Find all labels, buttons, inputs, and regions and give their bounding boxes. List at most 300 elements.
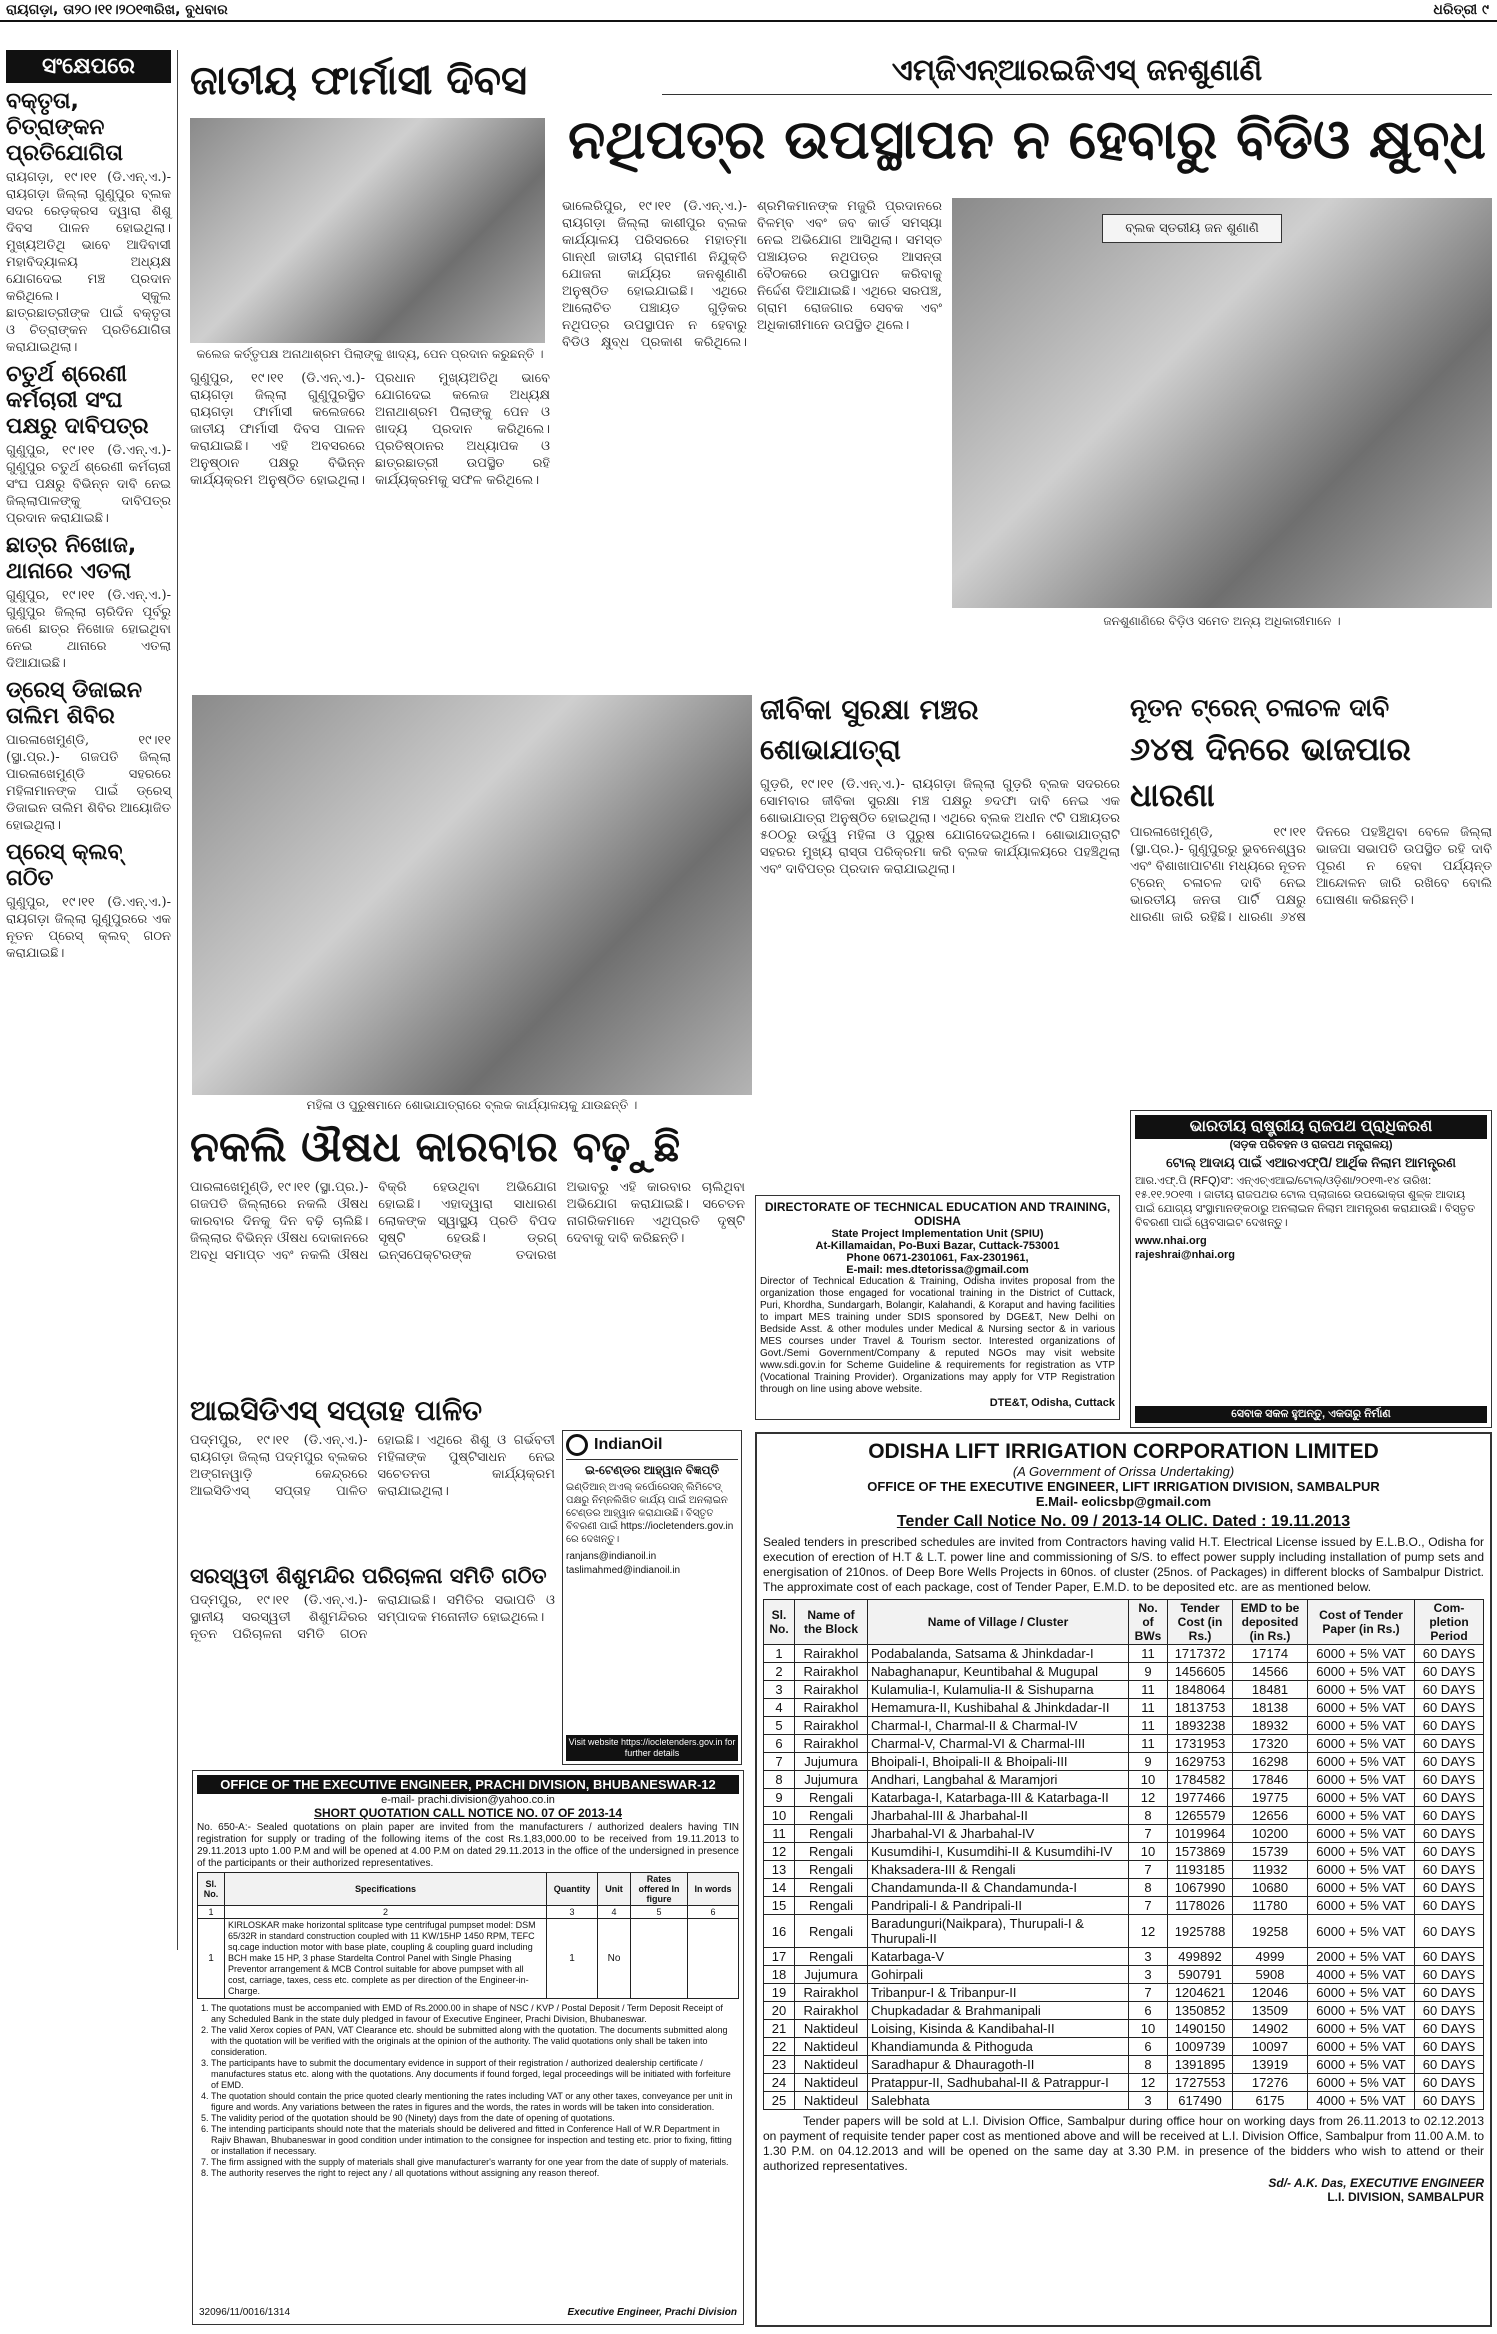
table-cell: 13509 <box>1233 2002 1308 2020</box>
table-row <box>764 2092 1484 2110</box>
table-cell: 11932 <box>1233 1861 1308 1879</box>
table-cell: 13 <box>764 1861 795 1879</box>
table-cell: Naktideul <box>795 2092 868 2110</box>
table-row <box>764 1825 1484 1843</box>
table-cell: Rengali <box>795 1825 868 1843</box>
table-cell: 1784582 <box>1168 1771 1233 1789</box>
olic-col-header: Name of the Block <box>795 1600 868 1645</box>
prachi-item-no: 1 <box>198 1919 225 1999</box>
table-cell: 60 DAYS <box>1415 2020 1484 2038</box>
table-cell: 60 DAYS <box>1415 2038 1484 2056</box>
olic-col-header: Tender Cost (in Rs.) <box>1168 1600 1233 1645</box>
indianoil-logo <box>566 1434 738 1460</box>
table-row <box>764 1843 1484 1861</box>
fake-drug-article <box>190 1115 745 1385</box>
table-cell: 60 DAYS <box>1415 1699 1484 1717</box>
table-cell: Kulamulia-I, Kulamulia-II & Sishuparna <box>868 1681 1129 1699</box>
table-cell: 4 <box>764 1699 795 1717</box>
table-cell: 11 <box>1129 1717 1168 1735</box>
olic-notice: Tender Call Notice No. 09 / 2013-14 OLIC. Dated : 19.11.2013 <box>896 1513 1351 1530</box>
table-cell: 3 <box>1129 1966 1168 1984</box>
table-cell: 10097 <box>1233 2038 1308 2056</box>
table-cell: 1490150 <box>1168 2020 1233 2038</box>
table-row <box>764 1915 1484 1948</box>
prachi-notice: SHORT QUOTATION CALL NOTICE NO. 07 OF 2013-14 <box>313 1806 623 1820</box>
table-cell: 6000 + 5% VAT <box>1308 2074 1415 2092</box>
pharmacy-photo <box>190 118 545 343</box>
table-cell: 3 <box>1129 2092 1168 2110</box>
table-cell: 60 DAYS <box>1415 2056 1484 2074</box>
train-headline: ୬୪ଷ ଦିନରେ ଭାଜପାର ଧାରଣା <box>1130 730 1411 814</box>
mgnrega-article <box>562 48 1492 688</box>
table-cell: 499892 <box>1168 1948 1233 1966</box>
table-cell: 18932 <box>1233 1717 1308 1735</box>
table-cell: 7 <box>1129 1897 1168 1915</box>
table-cell: Naktideul <box>795 2074 868 2092</box>
nhai-body: ଆର.ଏଫ୍‌.ପି (RFQ)ସଂ: ଏନ୍‌ଏଚ୍‌ଏଆଇ/ଟୋଲ୍/ଓଡ଼ିଶା/୨୦୧୩-୧୪ ତାରିଖ: ୧୫.୧୧.୨୦୧୩ । ଜାତୀୟ ରାଜପଥର ଟୋଲ ପ୍ଲାଜାରେ ଉପଭୋକ୍ତା ଶୁଳ୍କ ଆଦାୟ ପାଇଁ ଯୋଗ୍ୟ ସଂସ୍ଥାମାନଙ୍କଠାରୁ ଅନଲାଇନ ନିଲାମ ଆମନ୍ତ୍ରଣ କରାଯାଉଛି। ବିସ୍ତୃତ ବିବରଣୀ ପାଇଁ ୱେବସାଇଟ ଦେଖନ୍ତୁ। <box>1135 1175 1476 1229</box>
table-cell: Saradhapur & Dhauragoth-II <box>868 2056 1129 2074</box>
olic-tender-table <box>763 1599 1484 2110</box>
table-cell: 60 DAYS <box>1415 1897 1484 1915</box>
brief-item <box>6 678 171 834</box>
train-kicker: ନୂତନ ଟ୍ରେନ୍ ଚଳାଚଳ ଦାବି <box>1130 693 1390 722</box>
prachi-th: In words <box>688 1873 739 1906</box>
mgnrega-photo <box>952 198 1492 608</box>
table-cell: 11 <box>1129 1699 1168 1717</box>
prachi-col-index: 2 <box>225 1906 547 1919</box>
nhai-email[interactable]: rajeshrai@nhai.org <box>1135 1249 1235 1261</box>
table-cell: 6000 + 5% VAT <box>1308 1645 1415 1663</box>
table-cell: 6000 + 5% VAT <box>1308 1984 1415 2002</box>
prachi-conditions <box>211 2003 739 2179</box>
prachi-condition: 1. The quotations must be accompanied with EMD of Rs.2000.00 in shape of NSC / KVP / Postal Deposit / Term Deposit Receipt of any Scheduled Bank in the state duly pledged in favour of Executive Engineer, Prachi Division, Bhubaneswar. <box>211 2003 739 2025</box>
table-cell: 23 <box>764 2056 795 2074</box>
prachi-rate-words <box>688 1919 739 1999</box>
table-cell: 60 DAYS <box>1415 2002 1484 2020</box>
table-cell: 6000 + 5% VAT <box>1308 1717 1415 1735</box>
prachi-condition: 7. The firm assigned with the supply of materials shall give manufacturer's warranty for one year from the date of supply of materials. <box>211 2157 739 2168</box>
dte-body: Director of Technical Education & Training, Odisha invites proposal from the organization those engaged for vocational training in the District of Cuttack, Puri, Khordha, Sundargarh, Bolangir, Kalahandi, & Koraput and having facilities to impart MES training under SDIS sponsored by DGE&T, New Delhi on Bedside Asst. & other modules under Medical & Nursing sector & in various MES courses under Travel & Tourism sector. Interested organizations of Govt./Semi Government/Company & reputed NGOs may visit website www.sdi.gov.in for Scheme Guideline & requirements for registration as VTP (Vocational Training Provider). Organizations may apply for VTP Registration through on line using above website. <box>760 1276 1115 1395</box>
table-cell: 8 <box>764 1771 795 1789</box>
olic-col-header: Cost of Tender Paper (in Rs.) <box>1308 1600 1415 1645</box>
table-cell: 60 DAYS <box>1415 1984 1484 2002</box>
table-cell: 14 <box>764 1879 795 1897</box>
olic-subtitle: (A Government of Orissa Undertaking) <box>1012 1464 1235 1479</box>
table-cell: 60 DAYS <box>1415 1645 1484 1663</box>
table-cell: 10 <box>1129 2020 1168 2038</box>
table-cell: 6000 + 5% VAT <box>1308 1825 1415 1843</box>
table-cell: Naktideul <box>795 2056 868 2074</box>
prachi-reference: 32096/11/0016/1314 <box>199 2307 291 2318</box>
table-cell: 18138 <box>1233 1699 1308 1717</box>
prachi-table <box>197 1872 739 1999</box>
table-cell: 1178026 <box>1168 1897 1233 1915</box>
table-cell: 6 <box>1129 2002 1168 2020</box>
table-cell: Naktideul <box>795 2038 868 2056</box>
icds-article <box>190 1390 555 1555</box>
indianoil-body: ଇଣ୍ଡିଆନ୍ ଅଏଲ୍ କର୍ପୋରେସନ୍ ଲିମିଟେଡ୍ ପକ୍ଷରୁ ନିମ୍ନଲିଖିତ କାର୍ଯ୍ୟ ପାଇଁ ଅନଲାଇନ ଟେଣ୍ଡର ଆହ୍ୱାନ କରାଯାଉଛି। ବିସ୍ତୃତ ବିବରଣୀ ପାଇଁ https://iocletenders.gov.in ରେ ଦେଖନ୍ତୁ। <box>566 1482 734 1545</box>
table-cell: Rairakhol <box>795 1699 868 1717</box>
table-cell: 6 <box>1129 2038 1168 2056</box>
table-cell: Rairakhol <box>795 1984 868 2002</box>
table-cell: 21 <box>764 2020 795 2038</box>
nhai-advertisement <box>1130 1110 1492 1428</box>
table-row <box>764 2074 1484 2092</box>
table-cell: 1067990 <box>1168 1879 1233 1897</box>
prachi-col-index: 6 <box>688 1906 739 1919</box>
brief-heading: ଛାତ୍ର ନିଖୋଜ, ଥାନାରେ ଏତଲା <box>6 533 137 584</box>
table-cell: 1265579 <box>1168 1807 1233 1825</box>
brief-heading: ଡ୍ରେସ୍ ଡିଜାଇନ ତାଲିମ ଶିବିର <box>6 678 142 729</box>
table-cell: Hemamura-II, Kushibahal & Jhinkdadar-II <box>868 1699 1129 1717</box>
table-cell: 60 DAYS <box>1415 1771 1484 1789</box>
header-dateline: ରାୟଗଡ଼ା, ତା୨୦।୧୧।୨୦୧୩ରିଖ, ବୁଧବାର <box>6 2 228 18</box>
table-cell: 60 DAYS <box>1415 1948 1484 1966</box>
table-cell: 11 <box>1129 1645 1168 1663</box>
table-cell: 19 <box>764 1984 795 2002</box>
dte-signature: DTE&T, Odisha, Cuttack <box>989 1397 1115 1409</box>
table-cell: 4999 <box>1233 1948 1308 1966</box>
pharmacy-headline: ଜାତୀୟ ଫାର୍ମାସୀ ଦିବସ <box>190 58 528 104</box>
table-cell: 1019964 <box>1168 1825 1233 1843</box>
saraswati-headline: ସରସ୍ୱତୀ ଶିଶୁମନ୍ଦିର ପରିଚାଳନା ସମିତି ଗଠିତ <box>190 1564 547 1588</box>
indianoil-advertisement <box>562 1430 742 1765</box>
saraswati-article <box>190 1560 555 1765</box>
table-cell: 6000 + 5% VAT <box>1308 1699 1415 1717</box>
prachi-item-spec: KIRLOSKAR make horizontal splitcase type centrifugal pumpset model: DSM 65/32R in standard construction coupled with 11 KW/15HP 1450 RPM, TEFC sq.cage induction motor with base plate, coupling & coupling guard including BCH make 15 HP, 3 phase Stardelta Control Panel with Single Phasing Preventor arrangement & MCB Control suitable for above pumpset with all cost, carriage, taxes, cess etc. complete as per direction of the Engineer-in-Charge. <box>225 1919 547 1999</box>
prachi-condition: 2. The valid Xerox copies of PAN, VAT Clearance etc. should be submitted along with the quotation. The documents submitted along with the quotation will be verified with the originals at the opinion of the authority. The valid quotations only shall be taken into consideration. <box>211 2025 739 2058</box>
table-cell: 60 DAYS <box>1415 1663 1484 1681</box>
prachi-th: Sl. No. <box>198 1873 225 1906</box>
table-cell: 6000 + 5% VAT <box>1308 1861 1415 1879</box>
dte-title: DIRECTORATE OF TECHNICAL EDUCATION AND TRAINING, ODISHA <box>764 1200 1111 1228</box>
table-cell: 14902 <box>1233 2020 1308 2038</box>
table-cell: 8 <box>1129 2056 1168 2074</box>
table-cell: 11 <box>1129 1735 1168 1753</box>
table-row <box>764 2038 1484 2056</box>
table-cell: Pratappur-II, Sadhubahal-II & Patrappur-I <box>868 2074 1129 2092</box>
train-article <box>1130 690 1492 1100</box>
table-row <box>764 1717 1484 1735</box>
prachi-condition: 5. The validity period of the quotation should be 90 (Ninety) days from the date of opening of quotations. <box>211 2113 739 2124</box>
table-cell: 1391895 <box>1168 2056 1233 2074</box>
table-row <box>764 1948 1484 1966</box>
table-cell: 18481 <box>1233 1681 1308 1699</box>
table-cell: 1456605 <box>1168 1663 1233 1681</box>
nhai-website[interactable]: www.nhai.org <box>1135 1235 1207 1247</box>
rally-caption: ମହିଳା ଓ ପୁରୁଷମାନେ ଶୋଭାଯାତ୍ରାରେ ବ୍ଲକ କାର୍ଯ୍ୟାଳୟକୁ ଯାଉଛନ୍ତି । <box>306 1098 638 1112</box>
table-cell: 6000 + 5% VAT <box>1308 2002 1415 2020</box>
table-cell: 60 DAYS <box>1415 2074 1484 2092</box>
table-cell: 1573869 <box>1168 1843 1233 1861</box>
table-cell: 6000 + 5% VAT <box>1308 1807 1415 1825</box>
prachi-condition: 8. The authority reserves the right to reject any / all quotations without assigning any reason thereof. <box>211 2168 739 2179</box>
prachi-col-index: 4 <box>598 1906 631 1919</box>
table-cell: 6000 + 5% VAT <box>1308 1843 1415 1861</box>
table-cell: 10 <box>764 1807 795 1825</box>
table-cell: Khaksadera-III & Rengali <box>868 1861 1129 1879</box>
mgnrega-kicker: ଏମ୍‌ଜିଏନ୍‌ଆରଇଜିଏସ୍‌ ଜନଶୁଣାଣି <box>662 48 1492 95</box>
olic-col-header: EMD to be deposited (in Rs.) <box>1233 1600 1308 1645</box>
table-cell: 60 DAYS <box>1415 1915 1484 1948</box>
prachi-division-advertisement <box>192 1770 744 2325</box>
table-cell: Tribanpur-I & Tribanpur-II <box>868 1984 1129 2002</box>
table-cell: Rengali <box>795 1948 868 1966</box>
olic-col-header: Sl. No. <box>764 1600 795 1645</box>
table-cell: 6000 + 5% VAT <box>1308 1879 1415 1897</box>
table-cell: Chupkadadar & Brahmanipali <box>868 2002 1129 2020</box>
table-cell: 6000 + 5% VAT <box>1308 1735 1415 1753</box>
table-cell: 16298 <box>1233 1753 1308 1771</box>
table-cell: Podabalanda, Satsama & Jhinkdadar-I <box>868 1645 1129 1663</box>
table-cell: Rengali <box>795 1879 868 1897</box>
table-row <box>764 1735 1484 1753</box>
table-cell: 60 DAYS <box>1415 1807 1484 1825</box>
table-row <box>764 1879 1484 1897</box>
table-cell: Rairakhol <box>795 1645 868 1663</box>
table-cell: 1893238 <box>1168 1717 1233 1735</box>
mgnrega-headline: ନଥିପତ୍ର ଉପସ୍ଥାପନ ନ ହେବାରୁ ବିଡିଓ କ୍ଷୁବ୍ଧ <box>568 108 1486 171</box>
table-cell: 17276 <box>1233 2074 1308 2092</box>
indianoil-logo-icon <box>566 1434 588 1456</box>
table-cell: 2 <box>764 1663 795 1681</box>
prachi-th: Quantity <box>547 1873 598 1906</box>
olic-col-header: No. of BWs <box>1129 1600 1168 1645</box>
table-cell: Jujumura <box>795 1966 868 1984</box>
table-cell: 60 DAYS <box>1415 1735 1484 1753</box>
prachi-intro: No. 650-A:- Sealed quotations on plain paper are invited from the manufacturers / authorized dealers having TIN registration for supply or trading of the following items of the cost Rs.1,83,000.00 to be received from 19.11.2013 to 29.11.2013 upto 1.00 P.M and will be opened at 4.00 P.M on dated 29.11.2013 in the office of the undersigned in presence of the participants or their authorized representatives. <box>197 1822 739 1869</box>
indianoil-heading: ଇ-ଟେଣ୍ଡର ଆହ୍ୱାନ ବିଜ୍ଞପ୍ତି <box>584 1463 720 1477</box>
olic-advertisement <box>755 1432 1492 2327</box>
prachi-item-unit: No <box>598 1919 631 1999</box>
table-cell: 1 <box>764 1645 795 1663</box>
table-cell: 1731953 <box>1168 1735 1233 1753</box>
table-cell: 6000 + 5% VAT <box>1308 1771 1415 1789</box>
brief-heading: ଚତୁର୍ଥ ଶ୍ରେଣୀ କର୍ମଚାରୀ ସଂଘ ପକ୍ଷରୁ ଦାବିପତ୍ର <box>6 362 149 439</box>
brief-body: ଗୁଣୁପୁର, ୧୯।୧୧ (ଡି.ଏନ୍‌.ଏ.)- ଗୁଣୁପୁର ଚତୁର୍ଥ ଶ୍ରେଣୀ କର୍ମଚାରୀ ସଂଘ ପକ୍ଷରୁ ବିଭିନ୍ନ ଦାବି ନେଇ ଜିଲ୍ଲାପାଳଙ୍କୁ ଦାବିପତ୍ର ପ୍ରଦାନ କରାଯାଇଛି। <box>6 443 171 526</box>
table-cell: 60 DAYS <box>1415 1966 1484 1984</box>
table-cell: 617490 <box>1168 2092 1233 2110</box>
table-cell: 17 <box>764 1948 795 1966</box>
table-cell: Rengali <box>795 1843 868 1861</box>
table-cell: 9 <box>764 1789 795 1807</box>
table-cell: 60 DAYS <box>1415 1843 1484 1861</box>
table-cell: 1925788 <box>1168 1915 1233 1948</box>
prachi-th: Rates offered In figure <box>631 1873 688 1906</box>
prachi-col-index: 1 <box>198 1906 225 1919</box>
prachi-title: OFFICE OF THE EXECUTIVE ENGINEER, PRACHI DIVISION, BHUBANESWAR-12 <box>197 1775 739 1794</box>
table-row <box>764 1966 1484 1984</box>
table-cell: 11780 <box>1233 1897 1308 1915</box>
table-cell: Rairakhol <box>795 1735 868 1753</box>
table-cell: 60 DAYS <box>1415 1825 1484 1843</box>
table-cell: Khandiamunda & Pithoguda <box>868 2038 1129 2056</box>
table-cell: 7 <box>1129 1984 1168 2002</box>
train-body: ପାରଳାଖେମୁଣ୍ଡି, ୧୯।୧୧ (ସ୍ଥା.ପ୍ର.)- ଗୁଣୁପୁରରୁ ଭୁବନେଶ୍ୱର ଏବଂ ବିଶାଖାପାଟଣା ମଧ୍ୟରେ ନୂତନ ଟ୍ରେନ୍ ଚଳାଚଳ ଦାବି ନେଇ ଭାରତୀୟ ଜନତା ପାର୍ଟି ପକ୍ଷରୁ ଧାରଣା ଜାରି ରହିଛି। ଧାରଣା ୬୪ଷ ଦିନରେ ପହଞ୍ଚିଥିବା ବେଳେ ଜିଲ୍ଲା ଭାଜପା ସଭାପତି ଉପସ୍ଥିତ ରହି ଦାବି ପୂରଣ ନ ହେବା ପର୍ଯ୍ୟନ୍ତ ଆନ୍ଦୋଳନ ଜାରି ରଖିବେ ବୋଲି ଘୋଷଣା କରିଛନ୍ତି। <box>1130 825 1492 925</box>
table-cell: 6000 + 5% VAT <box>1308 2020 1415 2038</box>
table-cell: 60 DAYS <box>1415 1681 1484 1699</box>
nhai-title: ଭାରତୀୟ ରାଷ୍ଟ୍ରୀୟ ରାଜପଥ ପ୍ରାଧିକରଣ <box>1135 1115 1487 1139</box>
fake-drug-body: ପାରଳାଖେମୁଣ୍ଡି, ୧୯।୧୧ (ସ୍ଥା.ପ୍ର.)- ଗଜପତି ଜିଲ୍ଲାରେ ନକଲି ଔଷଧ କାରବାର ଦିନକୁ ଦିନ ବଢ଼ି ଚାଲିଛି। ଜିଲ୍ଲାର ବିଭିନ୍ନ ଔଷଧ ଦୋକାନରେ ଅବଧି ସମାପ୍ତ ଏବଂ ନକଲି ଔଷଧ ବିକ୍ରି ହେଉଥିବା ଅଭିଯୋଗ ହୋଇଛି। ଏହାଦ୍ୱାରା ସାଧାରଣ ଲୋକଙ୍କ ସ୍ୱାସ୍ଥ୍ୟ ପ୍ରତି ବିପଦ ସୃଷ୍ଟି ହେଉଛି। ଡ୍ରଗ୍ ଇନ୍‌ସପେକ୍ଟରଙ୍କ ତଦାରଖ ଅଭାବରୁ ଏହି କାରବାର ଚାଲିଥିବା ଅଭିଯୋଗ କରାଯାଇଛି। ସଚେତନ ନାଗରିକମାନେ ଏଥିପ୍ରତି ଦୃଷ୍ଟି ଦେବାକୁ ଦାବି କରିଛନ୍ତି। <box>190 1180 745 1263</box>
table-cell: Salebhata <box>868 2092 1129 2110</box>
page-header <box>0 0 1497 22</box>
table-cell: 1350852 <box>1168 2002 1233 2020</box>
table-cell: 17174 <box>1233 1645 1308 1663</box>
table-cell: Pandripali-I & Pandripali-II <box>868 1897 1129 1915</box>
rally-body: ଗୁଡ଼ରି, ୧୯।୧୧ (ଡି.ଏନ୍‌.ଏ.)- ରାୟଗଡ଼ା ଜିଲ୍ଲା ଗୁଡ଼ରି ବ୍ଲକ ସଦରରେ ସୋମବାର ଜୀବିକା ସୁରକ୍ଷା ମଞ୍ଚ ପକ୍ଷରୁ ୭ଦଫା ଦାବି ନେଇ ଏକ ଶୋଭାଯାତ୍ରା ଅନୁଷ୍ଠିତ ହୋଇଥିଲା। ଏଥିରେ ବ୍ଲକ ଅଧୀନ ୯ଟି ପଞ୍ଚାୟତର ୫୦୦ରୁ ଉର୍ଦ୍ଧ୍ୱ ମହିଳା ଓ ପୁରୁଷ ଯୋଗଦେଇଥିଲେ। ଶୋଭାଯାତ୍ରାଟି ସହରର ମୁଖ୍ୟ ରାସ୍ତା ପରିକ୍ରମା କରି ବ୍ଲକ କାର୍ଯ୍ୟାଳୟରେ ପହଞ୍ଚିଥିଲା ଏବଂ ଦାବିପତ୍ର ପ୍ରଦାନ କରାଯାଇଥିଲା। <box>760 777 1120 877</box>
mgnrega-caption: ଜନଶୁଣାଣିରେ ବିଡ଼ିଓ ସମେତ ଅନ୍ୟ ଅଧିକାରୀମାନେ । <box>1103 614 1341 628</box>
table-cell: 25 <box>764 2092 795 2110</box>
olic-intro: Sealed tenders in prescribed schedules are invited from Contractors having valid H.T. Electrical License issued by E.L.B.O., Odisha for execution of erection of H.T & L.T. power line and commissioning of S/S. to effect power supply including installation of pump sets and energisation of 210nos. of Deep Bore Wells Projects in 60nos. of cluster (25nos. of Packages) in different blocks of Sambalpur District. The approximate cost of each package, cost of Tender Paper, E.M.D. to be deposited etc. are as mentioned below. <box>763 1535 1484 1594</box>
table-row <box>764 2002 1484 2020</box>
prachi-item-qty: 1 <box>547 1919 598 1999</box>
table-cell: 15 <box>764 1897 795 1915</box>
table-cell: 12 <box>1129 2074 1168 2092</box>
table-cell: 6000 + 5% VAT <box>1308 1753 1415 1771</box>
olic-table-body <box>764 1645 1484 2110</box>
table-cell: 3 <box>1129 1948 1168 1966</box>
prachi-condition: 3. The participants have to submit the documentary evidence in support of their registration / authorized dealership certificate / manufactures status etc. along with the quotations. Any documents if found forged, legal proceedings will be initiated with forfeiture of EMD. <box>211 2058 739 2091</box>
prachi-th: Unit <box>598 1873 631 1906</box>
olic-title: ODISHA LIFT IRRIGATION CORPORATION LIMITED <box>868 1440 1379 1463</box>
indianoil-email: ranjans@indianoil.in <box>566 1551 657 1562</box>
olic-footer: Tender papers will be sold at L.I. Division Office, Sambalpur during office hour on working days from 26.11.2013 to 02.12.2013 on payment of requisite tender paper cost as mentioned above and will be received at L.I. Division Office, Sambalpur from 11.00 A.M. to 1.30 P.M. on 04.12.2013 and will be opened on the same day at 3.30 P.M. in presence of the bidders who wish to attend or their authorized representatives. <box>763 2114 1484 2173</box>
brief-body: ଗୁଣୁପୁର, ୧୯।୧୧ (ଡି.ଏନ୍‌.ଏ.)- ରାୟଗଡ଼ା ଜିଲ୍ଲା ଗୁଣୁପୁରରେ ଏକ ନୂତନ ପ୍ରେସ୍ କ୍ଲବ୍ ଗଠନ କରାଯାଇଛି। <box>6 895 171 961</box>
pharmacy-body: ଗୁଣୁପୁର, ୧୯।୧୧ (ଡି.ଏନ୍‌.ଏ.)- ରାୟଗଡ଼ା ଜିଲ୍ଲା ଗୁଣୁପୁରସ୍ଥିତ ରାୟଗଡ଼ା ଫାର୍ମାସୀ କଲେଜରେ ଜାତୀୟ ଫାର୍ମାସୀ ଦିବସ ପାଳନ କରାଯାଇଛି। ଏହି ଅବସରରେ ଅନୁଷ୍ଠାନ ପକ୍ଷରୁ ବିଭିନ୍ନ କାର୍ଯ୍ୟକ୍ରମ ଅନୁଷ୍ଠିତ ହୋଇଥିଲା। ପ୍ରଧାନ ମୁଖ୍ୟଅତିଥି ଭାବେ ଯୋଗଦେଇ କଲେଜ ଅଧ୍ୟକ୍ଷ ଅନାଥାଶ୍ରମ ପିଲାଙ୍କୁ ପେନ ଓ ଖାଦ୍ୟ ପ୍ରଦାନ କରିଥିଲେ। ପ୍ରତିଷ୍ଠାନର ଅଧ୍ୟାପକ ଓ ଛାତ୍ରଛାତ୍ରୀ ଉପସ୍ଥିତ ରହି କାର୍ଯ୍ୟକ୍ରମକୁ ସଫଳ କରିଥିଲେ। <box>190 371 550 488</box>
table-cell: Andhari, Langbahal & Maramjori <box>868 1771 1129 1789</box>
table-cell: Chandamunda-II & Chandamunda-I <box>868 1879 1129 1897</box>
table-cell: Rairakhol <box>795 2002 868 2020</box>
table-cell: Katarbaga-I, Katarbaga-III & Katarbaga-II <box>868 1789 1129 1807</box>
brief-heading: ବକ୍ତୃତା, ଚିତ୍ରାଙ୍କନ ପ୍ରତିଯୋଗିତା <box>6 89 124 166</box>
brief-item <box>6 840 171 962</box>
table-cell: 1848064 <box>1168 1681 1233 1699</box>
rally-photo <box>192 695 752 1095</box>
table-cell: Jujumura <box>795 1753 868 1771</box>
table-cell: 6000 + 5% VAT <box>1308 1663 1415 1681</box>
table-row <box>764 1699 1484 1717</box>
table-cell: 17846 <box>1233 1771 1308 1789</box>
table-cell: 12 <box>764 1843 795 1861</box>
dte-email: E-mail: mes.dtetorissa@gmail.com <box>846 1264 1029 1276</box>
table-cell: Gohirpali <box>868 1966 1129 1984</box>
brief-body: ପାରଳାଖେମୁଣ୍ଡି, ୧୯।୧୧ (ସ୍ଥା.ପ୍ର.)- ଗଜପତି ଜିଲ୍ଲା ପାରଳାଖେମୁଣ୍ଡି ସହରରେ ମହିଳାମାନଙ୍କ ପାଇଁ ଡ୍ରେସ୍ ଡିଜାଇନ ତାଲିମ ଶିବିର ଆୟୋଜିତ ହୋଇଥିଲା। <box>6 733 171 833</box>
table-cell: 60 DAYS <box>1415 1753 1484 1771</box>
table-cell: 6 <box>764 1735 795 1753</box>
table-cell: Rengali <box>795 1789 868 1807</box>
table-cell: 7 <box>1129 1825 1168 1843</box>
table-cell: 4000 + 5% VAT <box>1308 2092 1415 2110</box>
table-cell: 8 <box>1129 1879 1168 1897</box>
table-cell: 1629753 <box>1168 1753 1233 1771</box>
table-cell: 3 <box>764 1681 795 1699</box>
table-row <box>764 1645 1484 1663</box>
table-cell: 5908 <box>1233 1966 1308 1984</box>
table-cell: 6175 <box>1233 2092 1308 2110</box>
mgnrega-body: ଭାଲେରିପୁର, ୧୯।୧୧ (ଡି.ଏନ୍‌.ଏ.)- ରାୟଗଡ଼ା ଜିଲ୍ଲା କାଶୀପୁର ବ୍ଲକ କାର୍ଯ୍ୟାଳୟ ପରିସରରେ ମହାତ୍ମା ଗାନ୍ଧୀ ଜାତୀୟ ଗ୍ରାମୀଣ ନିଯୁକ୍ତି ଯୋଜନା କାର୍ଯ୍ୟର ଜନଶୁଣାଣି ଅନୁଷ୍ଠିତ ହୋଇଯାଇଛି। ଏଥିରେ ଆଲୋଚିତ ପଞ୍ଚାୟତ ଗୁଡ଼ିକର ନଥିପତ୍ର ଉପସ୍ଥାପନ ନ ହେବାରୁ ବିଡିଓ କ୍ଷୁବ୍ଧ ପ୍ରକାଶ କରିଥିଲେ। ଶ୍ରମିକମାନଙ୍କ ମଜୁରି ପ୍ରଦାନରେ ବିଳମ୍ବ ଏବଂ ଜବ କାର୍ଡ ସମସ୍ୟା ନେଇ ଅଭିଯୋଗ ଆସିଥିଲା। ସମସ୍ତ ପଞ୍ଚାୟତର ନଥିପତ୍ର ଆସନ୍ତା ବୈଠକରେ ଉପସ୍ଥାପନ କରିବାକୁ ନିର୍ଦ୍ଦେଶ ଦିଆଯାଇଛି। ଏଥିରେ ସରପଞ୍ଚ, ଗ୍ରାମ ରୋଜଗାର ସେବକ ଏବଂ ଅଧିକାରୀମାନେ ଉପସ୍ଥିତ ଥିଲେ। <box>562 199 942 350</box>
table-cell: 17320 <box>1233 1735 1308 1753</box>
table-row <box>764 1807 1484 1825</box>
dte-phone: Phone 0671-2301061, Fax-2301961, <box>846 1252 1029 1264</box>
table-row <box>764 1984 1484 2002</box>
table-cell: 13919 <box>1233 2056 1308 2074</box>
prachi-signature: Executive Engineer, Prachi Division <box>567 2307 737 2318</box>
table-cell: 9 <box>1129 1663 1168 1681</box>
prachi-col-index: 5 <box>631 1906 688 1919</box>
prachi-rate-figure <box>631 1919 688 1999</box>
news-brief-sidebar <box>6 50 178 1950</box>
table-cell: Rairakhol <box>795 1717 868 1735</box>
table-cell: 5 <box>764 1717 795 1735</box>
table-cell: Charmal-V, Charmal-VI & Charmal-III <box>868 1735 1129 1753</box>
brief-body: ରାୟଗଡ଼ା, ୧୯।୧୧ (ଡି.ଏନ୍‌.ଏ.)- ରାୟଗଡ଼ା ଜିଲ୍ଲା ଗୁଣୁପୁର ବ୍ଲକ ସଦର ରେଡ଼କ୍ରସ ଦ୍ୱାରା ଶିଶୁ ଦିବସ ପାଳନ ହୋଇଥିଲା। ମୁଖ୍ୟଅତିଥି ଭାବେ ଆଦିବାସୀ ମହାବିଦ୍ୟାଳୟ ଅଧ୍ୟକ୍ଷ ଯୋଗଦେଇ ମଞ୍ଚ ପ୍ରଦାନ କରିଥିଲେ। ସ୍କୁଲ ଛାତ୍ରଛାତ୍ରୀଙ୍କ ପାଇଁ ବକ୍ତୃତା ଓ ଚିତ୍ରାଙ୍କନ ପ୍ରତିଯୋଗିତା କରାଯାଇଥିଲା। <box>6 170 171 355</box>
indianoil-visit: Visit website https://iocletenders.gov.in for further details <box>566 1735 738 1761</box>
table-cell: 19258 <box>1233 1915 1308 1948</box>
dte-address: At-Killamaidan, Po-Buxi Bazar, Cuttack-753001 <box>815 1240 1060 1252</box>
table-cell: 11 <box>1129 1681 1168 1699</box>
table-cell: Jharbahal-VI & Jharbahal-IV <box>868 1825 1129 1843</box>
table-cell: 6000 + 5% VAT <box>1308 2038 1415 2056</box>
table-row <box>764 1861 1484 1879</box>
table-cell: Rengali <box>795 1897 868 1915</box>
table-cell: Jharbahal-III & Jharbahal-II <box>868 1807 1129 1825</box>
pharmacy-article <box>190 50 550 690</box>
table-cell: Rengali <box>795 1915 868 1948</box>
mgnrega-banner: ବ୍ଲକ ସ୍ତରୀୟ ଜନ ଶୁଣାଣି <box>1102 214 1282 243</box>
table-cell: 18 <box>764 1966 795 1984</box>
brief-heading: ପ୍ରେସ୍ କ୍ଲବ୍ ଗଠିତ <box>6 840 123 891</box>
table-cell: Katarbaga-V <box>868 1948 1129 1966</box>
indianoil-brand: IndianOil <box>594 1436 663 1453</box>
icds-headline: ଆଇସିଡିଏସ୍ ସପ୍ତାହ ପାଳିତ <box>190 1394 483 1427</box>
table-cell: 6000 + 5% VAT <box>1308 1915 1415 1948</box>
indianoil-email-2: taslimahmed@indianoil.in <box>566 1565 681 1576</box>
dte-advertisement <box>755 1195 1120 1420</box>
table-cell: Charmal-I, Charmal-II & Charmal-IV <box>868 1717 1129 1735</box>
table-cell: 590791 <box>1168 1966 1233 1984</box>
table-cell: 20 <box>764 2002 795 2020</box>
olic-office: OFFICE OF THE EXECUTIVE ENGINEER, LIFT IRRIGATION DIVISION, SAMBALPUR <box>867 1479 1380 1494</box>
brief-item <box>6 533 171 672</box>
pharmacy-caption: କଲେଜ କର୍ତ୍ତୃପକ୍ଷ ଅନାଥାଶ୍ରମ ପିଲାଙ୍କୁ ଖାଦ୍ୟ, ପେନ ପ୍ରଦାନ କରୁଛନ୍ତି । <box>196 347 544 361</box>
table-cell: Rairakhol <box>795 1681 868 1699</box>
table-cell: 1009739 <box>1168 2038 1233 2056</box>
table-cell: 6000 + 5% VAT <box>1308 1789 1415 1807</box>
table-row <box>764 2020 1484 2038</box>
olic-signature-office: L.I. DIVISION, SAMBALPUR <box>1327 2190 1484 2204</box>
saraswati-body: ପଦ୍ମପୁର, ୧୯।୧୧ (ଡି.ଏନ୍‌.ଏ.)- ସ୍ଥାନୀୟ ସରସ୍ୱତୀ ଶିଶୁମନ୍ଦିରର ନୂତନ ପରିଚାଳନା ସମିତି ଗଠନ କରାଯାଇଛି। ସମିତିର ସଭାପତି ଓ ସମ୍ପାଦକ ମନୋନୀତ ହୋଇଥିଲେ। <box>190 1593 555 1642</box>
table-cell: 10 <box>1129 1843 1168 1861</box>
nhai-footer: ସେବାକ ସକଳ ହୁଅନ୍ତୁ, ଏକତାରୁ ନିର୍ମାଣ <box>1135 1406 1487 1423</box>
prachi-email: e-mail- prachi.division@yahoo.co.in <box>381 1794 555 1806</box>
table-cell: Nabaghanapur, Keuntibahal & Mugupal <box>868 1663 1129 1681</box>
table-cell: 11 <box>764 1825 795 1843</box>
table-cell: 14566 <box>1233 1663 1308 1681</box>
brief-body: ଗୁଣୁପୁର, ୧୯।୧୧ (ଡି.ଏନ୍‌.ଏ.)- ଗୁଣୁପୁର ଜିଲ୍ଲା ଚାରିଦିନ ପୂର୍ବରୁ ଜଣେ ଛାତ୍ର ନିଖୋଜ ହୋଇଥିବା ନେଇ ଥାନାରେ ଏତଲା ଦିଆଯାଇଛି। <box>6 588 171 671</box>
table-row <box>764 1753 1484 1771</box>
table-cell: 10680 <box>1233 1879 1308 1897</box>
table-cell: Naktideul <box>795 2020 868 2038</box>
table-cell: 60 DAYS <box>1415 1789 1484 1807</box>
nhai-notice: ଟୋଲ୍ ଆଦାୟ ପାଇଁ ଏଆରଏଫ୍‌ପି/ ଆର୍ଥିକ ନିଲାମ ଆମନ୍ତ୍ରଣ <box>1166 1155 1456 1170</box>
prachi-condition: 6. The intending participants should note that the materials should be delivered and fitted in Conference Hall of W.R Department in Rajiv Bhawan, Bhubaneswar in good condition under intimation to the consignee for inspection and testing etc. prior to fixing, fitting or installation if necessary. <box>211 2124 739 2157</box>
table-cell: Rengali <box>795 1861 868 1879</box>
table-cell: Rairakhol <box>795 1663 868 1681</box>
olic-signature: Sd/- A.K. Das, EXECUTIVE ENGINEER <box>1268 2176 1484 2190</box>
nhai-subtitle: (ସଡ଼କ ପରିବହନ ଓ ରାଜପଥ ମନ୍ତ୍ରାଳୟ) <box>1229 1139 1393 1151</box>
table-cell: 1717372 <box>1168 1645 1233 1663</box>
table-cell: 2000 + 5% VAT <box>1308 1948 1415 1966</box>
